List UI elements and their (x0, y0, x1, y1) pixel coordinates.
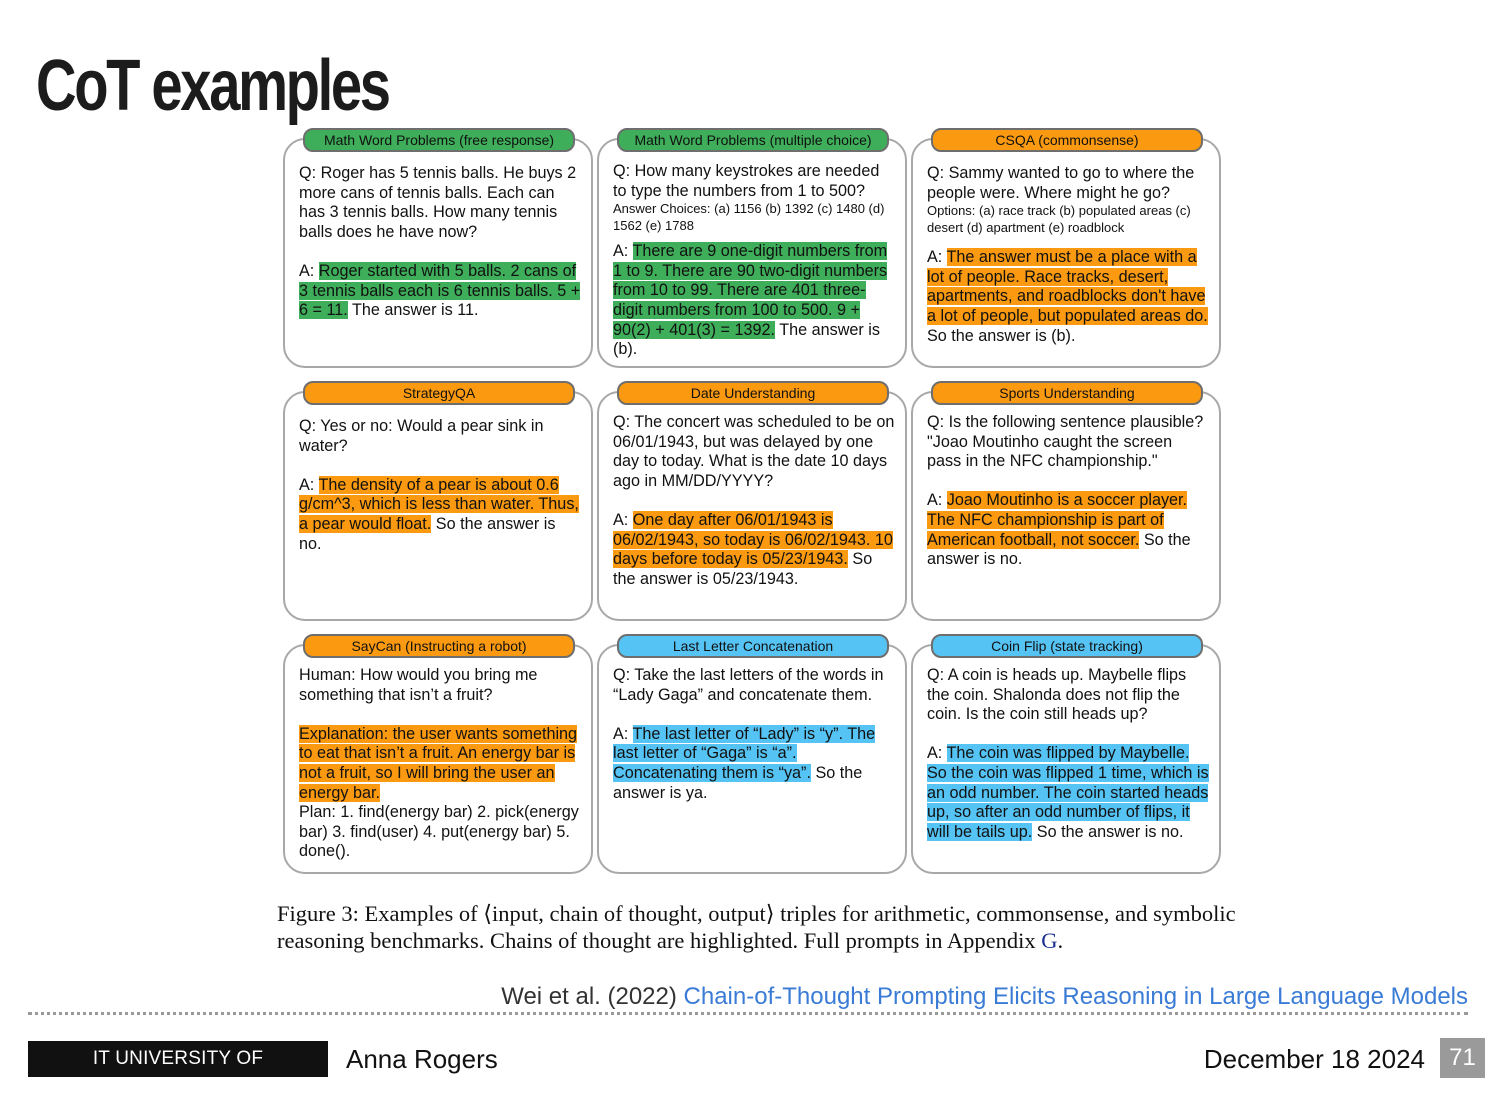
chain-of-thought: Roger started with 5 balls. 2 cans of 3 tennis balls each is 6 tennis balls. 5 + 6 = 11. (299, 261, 581, 320)
card-explanation (299, 725, 581, 803)
answer-prefix: A: (613, 724, 629, 743)
card-label: Sports Understanding (931, 381, 1203, 405)
citation-authors: Wei et al. (2022) (501, 983, 677, 1010)
answer-prefix: A: (613, 242, 629, 261)
chain-of-thought: The answer must be a place with a lot of people. Race tracks, desert, apartments, and roadblocks don't have a lot of people, but populated areas do. (927, 248, 1208, 325)
card-label: SayCan (Instructing a robot) (303, 634, 575, 658)
card-label: Math Word Problems (free response) (303, 128, 575, 152)
card-label: StrategyQA (303, 381, 575, 405)
card-question: Q: Yes or no: Would a pear sink in water? (299, 417, 544, 455)
card-question: Q: How many keystrokes are needed to type the numbers from 1 to 500? (613, 162, 880, 200)
card-question: Q: Sammy wanted to go to where the people were. Where might he go? (927, 164, 1195, 202)
example-card-csqa (911, 132, 1221, 368)
caption-text: Figure 3: Examples of ⟨input, chain of thought, output⟩ triples for arithmetic, commonsense, and symbolic reasoning benchmarks. Chains of thought are highlighted. Full prompts in Appendix (277, 901, 1236, 953)
card-answer (299, 262, 581, 321)
citation (501, 982, 1468, 1012)
example-card-saycan (283, 638, 593, 874)
institution-logo: IT UNIVERSITY OF COPENHAGEN (28, 1041, 328, 1077)
slide-title: CoT examples (36, 46, 389, 126)
card-label: Math Word Problems (multiple choice) (617, 128, 889, 152)
card-answer (299, 476, 581, 554)
caption-end: . (1057, 928, 1064, 953)
card-answer (613, 725, 895, 803)
final-answer: So the answer is no. (299, 514, 556, 553)
card-answer (927, 248, 1209, 346)
presentation-date: December 18 2024 (1203, 1044, 1425, 1074)
card-question: Q: A coin is heads up. Maybelle flips the coin. Shalonda does not flip the coin. Is the coin still heads up? (927, 666, 1187, 724)
answer-prefix: A: (613, 510, 629, 529)
chain-of-thought: Explanation: the user wants something to eat that isn’t a fruit. An energy bar is not a fruit, so I will bring the user an energy bar. (299, 724, 578, 802)
card-body (927, 666, 1209, 842)
example-card-sports-understanding (911, 385, 1221, 621)
example-card-date-understanding (597, 385, 907, 621)
card-answer (613, 242, 895, 360)
answer-prefix: A: (927, 248, 943, 267)
card-answer (613, 511, 895, 589)
card-question: Q: Roger has 5 tennis balls. He buys 2 more cans of tennis balls. Each can has 3 tennis balls. How many tennis balls does he have now? (299, 164, 577, 241)
final-answer: The answer is (b). (613, 320, 880, 359)
chain-of-thought: The density of a pear is about 0.6 g/cm^3, which is less than water. Thus, a pear would float. (299, 475, 579, 533)
final-answer: So the answer is ya. (613, 763, 863, 802)
chain-of-thought: The coin was flipped by Maybelle. So the coin was flipped 1 time, which is an odd number. The coin started heads up, so after an odd number of flips, it will be tails up. (927, 744, 1209, 841)
final-answer: So the answer is no. (927, 530, 1191, 569)
card-question: Human: How would you bring me something that isn’t a fruit? (299, 666, 538, 704)
card-label: Date Understanding (617, 381, 889, 405)
card-options: Answer Choices: (a) 1156 (b) 1392 (c) 1480 (d) 1562 (e) 1788 (613, 201, 885, 233)
final-answer: The answer is 11. (351, 301, 479, 320)
answer-prefix: A: (299, 475, 315, 494)
paper-link[interactable]: Chain-of-Thought Prompting Elicits Reasoning in Large Language Models (683, 983, 1468, 1010)
cot-examples-figure (283, 128, 1221, 876)
appendix-link[interactable]: G (1041, 928, 1058, 953)
card-label: Last Letter Concatenation (617, 634, 889, 658)
card-label: CSQA (commonsense) (931, 128, 1203, 152)
answer-prefix: A: (927, 744, 943, 763)
card-options: Options: (a) race track (b) populated areas (c) desert (d) apartment (e) roadblock (927, 203, 1191, 235)
final-answer: So the answer is no. (1036, 822, 1184, 841)
card-body (927, 164, 1209, 346)
card-body (613, 666, 895, 803)
example-card-last-letter (597, 638, 907, 874)
example-card-coin-flip (911, 638, 1221, 874)
card-answer (927, 744, 1209, 842)
card-label: Coin Flip (state tracking) (931, 634, 1203, 658)
card-question: Q: Take the last letters of the words in “Lady Gaga” and concatenate them. (613, 666, 884, 704)
final-answer: Plan: 1. find(energy bar) 2. pick(energy bar) 3. find(user) 4. put(energy bar) 5. done(). (299, 803, 579, 861)
card-body (613, 413, 895, 589)
example-card-math-multiple-choice (597, 132, 907, 368)
chain-of-thought: The last letter of “Lady” is “y”. The last letter of “Gaga” is “a”. Concatenating them is “ya”. (613, 724, 876, 782)
example-card-strategyqa (283, 385, 593, 621)
card-answer (927, 491, 1209, 569)
figure-caption (277, 900, 1237, 954)
card-body (299, 164, 581, 321)
final-answer: So the answer is 05/23/1943. (613, 550, 873, 588)
card-body (927, 413, 1209, 570)
final-answer: So the answer is (b). (927, 326, 1076, 345)
answer-prefix: A: (299, 261, 315, 280)
chain-of-thought: There are 9 one-digit numbers from 1 to 9. There are 90 two-digit numbers from 10 to 99. There are 401 three-digit numbers from 100 to 500. 9 + 90(2) + 401(3) = 1392. (613, 242, 888, 339)
card-body (613, 162, 895, 360)
chain-of-thought: Joao Moutinho is a soccer player. The NFC championship is part of American football, not soccer. (927, 491, 1188, 549)
answer-prefix: A: (927, 491, 943, 510)
card-body (299, 417, 581, 554)
card-question: Q: Is the following sentence plausible? "Joao Moutinho caught the screen pass in the NFC championship." (927, 413, 1204, 471)
chain-of-thought: One day after 06/01/1943 is 06/02/1943, so today is 06/02/1943. 10 days before today is 05/23/1943. (613, 510, 893, 569)
footer-divider (28, 1012, 1468, 1015)
card-body (299, 666, 581, 862)
card-question: Q: The concert was scheduled to be on 06/01/1943, but was delayed by one day to today. What is the date 10 days ago in MM/DD/YYYY? (613, 413, 895, 490)
presenter-name: Anna Rogers (346, 1044, 498, 1074)
example-card-math-free (283, 132, 593, 368)
page-number: 71 (1440, 1038, 1485, 1078)
